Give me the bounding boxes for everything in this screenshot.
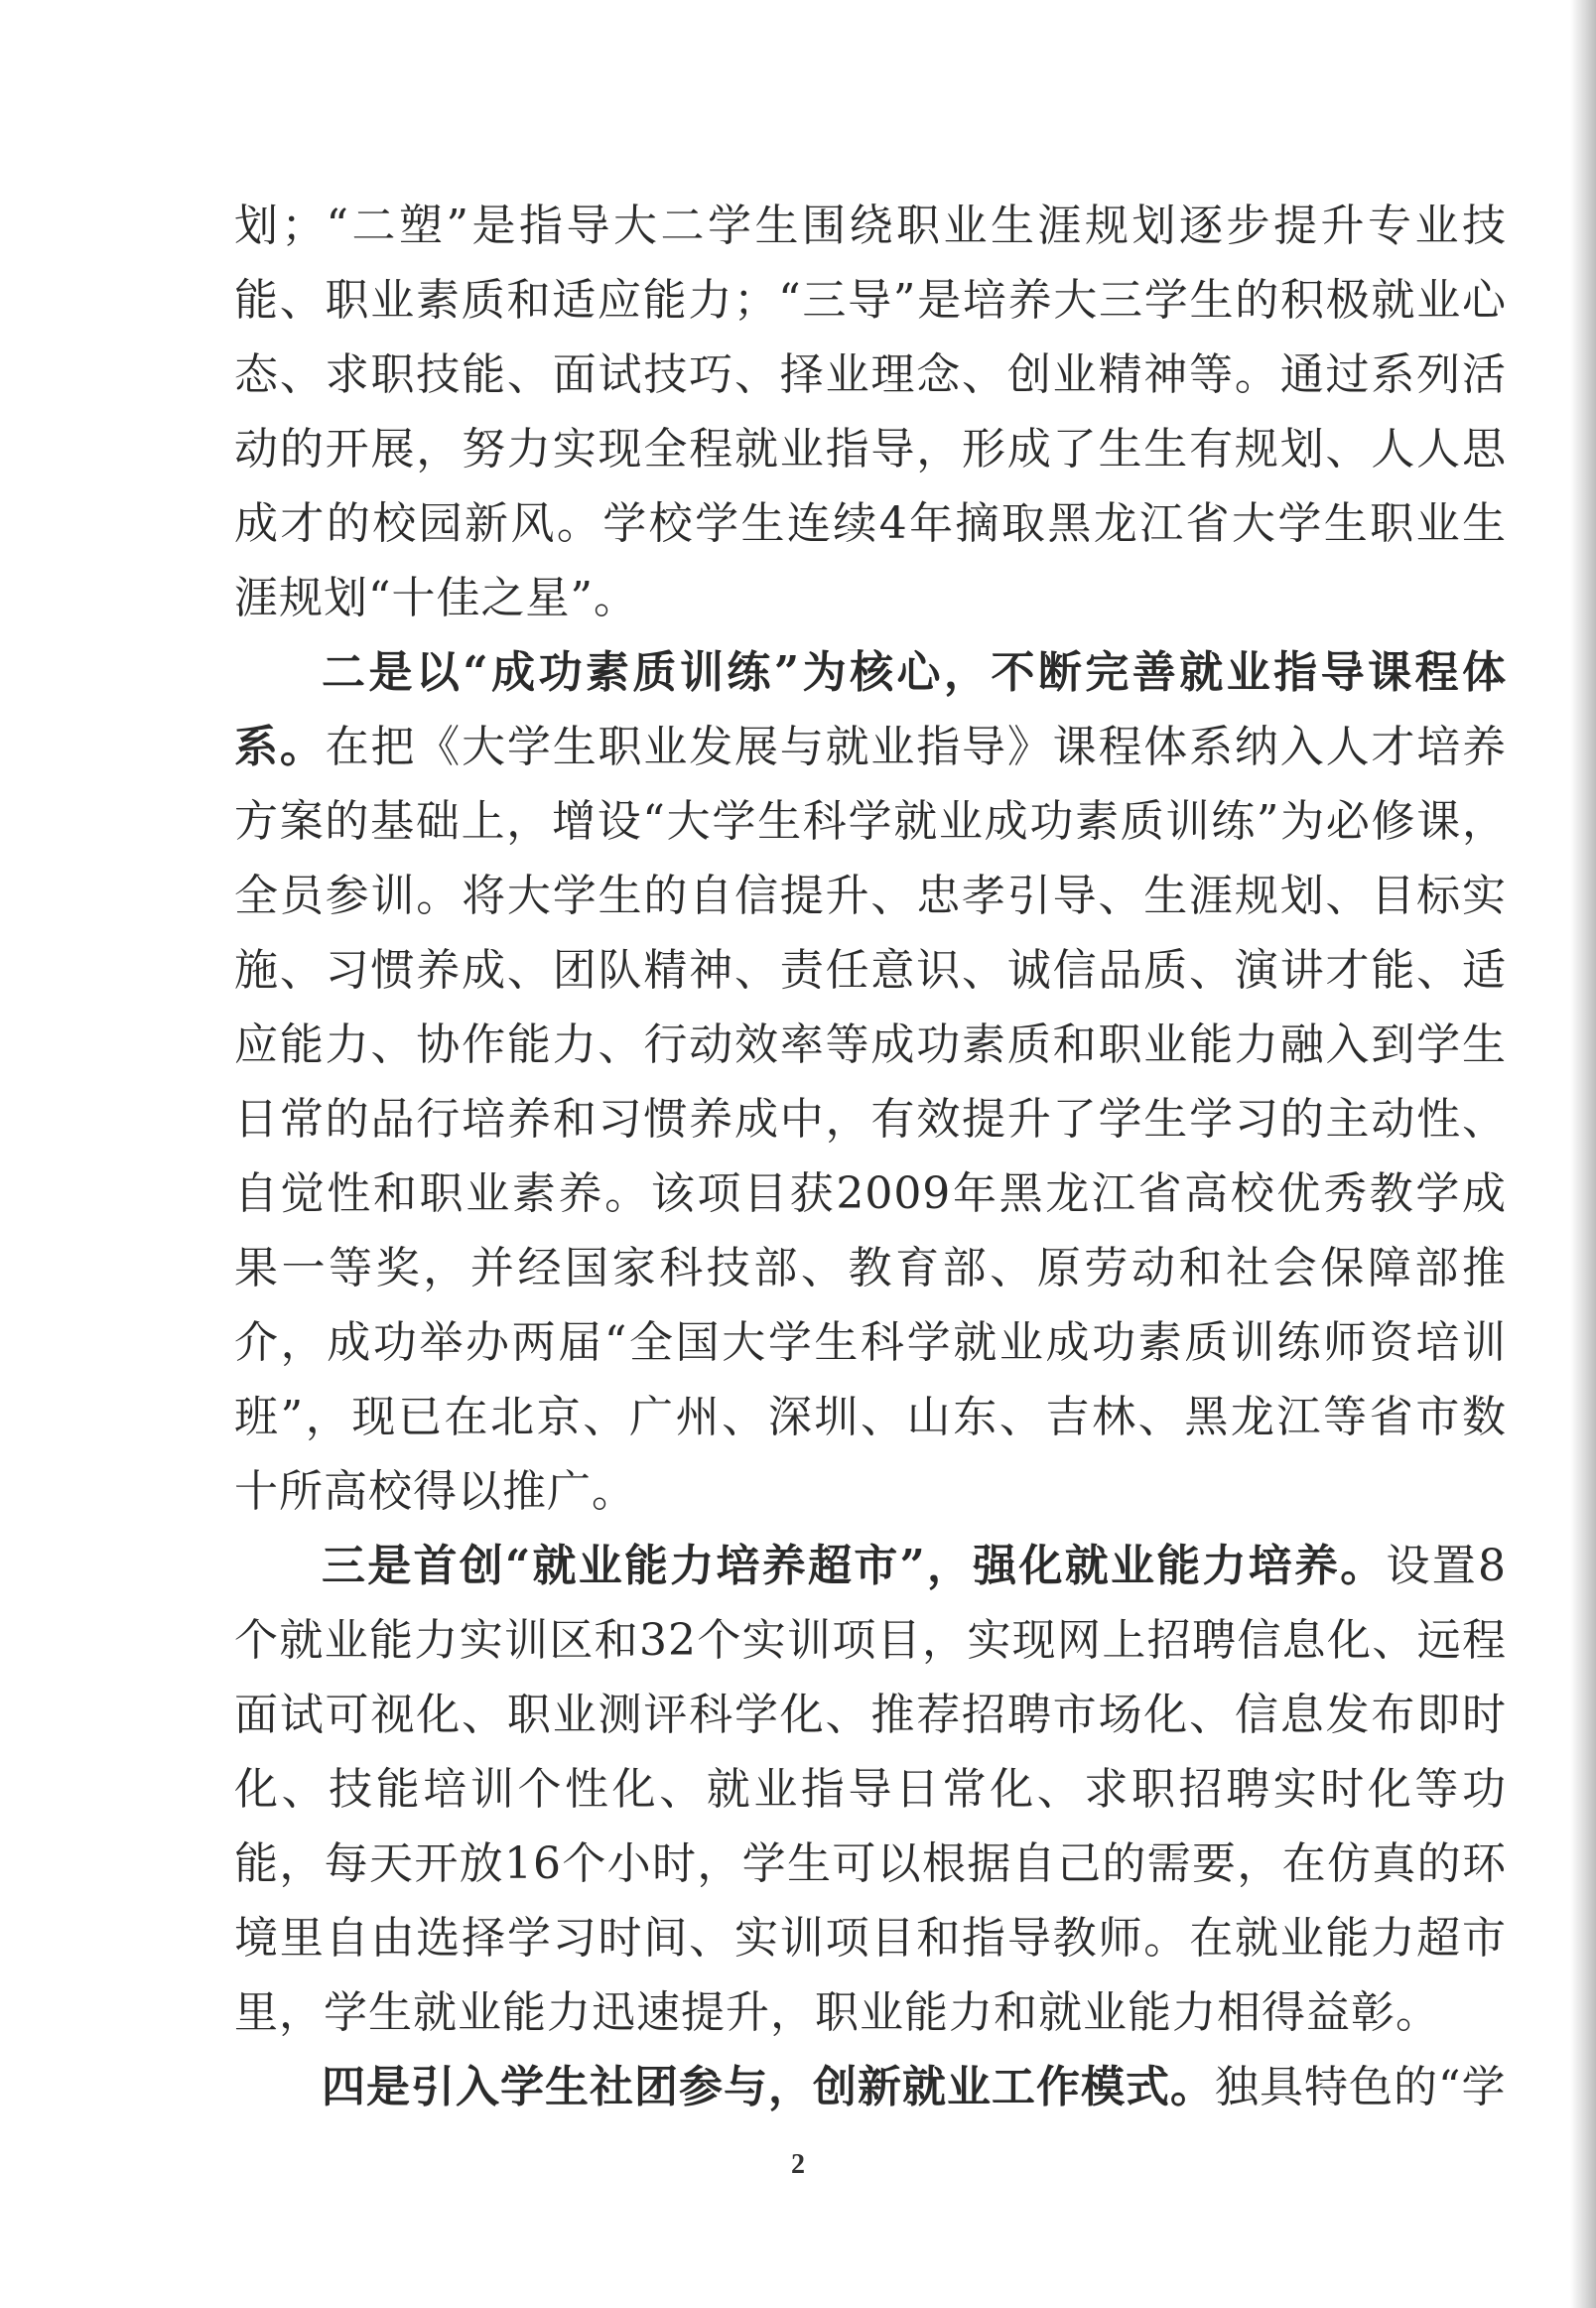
body-text bbox=[234, 189, 1507, 2124]
paragraph-4 bbox=[234, 2050, 1507, 2124]
paragraph-3-text: 设置8个就业能力实训区和32个实训项目，实现网上招聘信息化、远程面试可视化、职业测评科学化、推荐招聘市场化、信息发布即时化、技能培训个性化、就业指导日常化、求职招聘实时化等功能，每天开放16个小时，学生可以根据自己的需要，在仿真的环境里自由选择学习时间、实训项目和指导教师。在就业能力超市里，学生就业能力迅速提升，职业能力和就业能力相得益彰。 bbox=[234, 1541, 1507, 2038]
paragraph-2 bbox=[234, 635, 1507, 1529]
scan-shadow-edge bbox=[1570, 0, 1596, 2308]
paragraph-4-lead: 四是引入学生社团参与，创新就业工作模式。 bbox=[322, 2062, 1215, 2112]
paragraph-2-text: 在把《大学生职业发展与就业指导》课程体系纳入人才培养方案的基础上，增设“大学生科学就业成功素质训练”为必修课，全员参训。将大学生的自信提升、忠孝引导、生涯规划、目标实施、习惯养成、团队精神、责任意识、诚信品质、演讲才能、适应能力、协作能力、行动效率等成功素质和职业能力融入到学生日常的品行培养和习惯养成中，有效提升了学生学习的主动性、自觉性和职业素养。该项目获2009年黑龙江省高校优秀教学成果一等奖，并经国家科技部、教育部、原劳动和社会保障部推介，成功举办两届“全国大学生科学就业成功素质训练师资培训班”，现已在北京、广州、深圳、山东、吉林、黑龙江等省市数十所高校得以推广。 bbox=[234, 722, 1508, 1517]
paragraph-1 bbox=[234, 189, 1507, 635]
page-number: 2 bbox=[791, 2149, 805, 2180]
paragraph-3 bbox=[234, 1529, 1507, 2050]
paragraph-4-text: 独具特色的“学 bbox=[1215, 2062, 1507, 2112]
paragraph-3-lead: 三是首创“就业能力培养超市”，强化就业能力培养。 bbox=[322, 1541, 1387, 1591]
paragraph-2-lead: 二是以“成功素质训练”为核心，不断完善就业指导课程体系。 bbox=[234, 647, 1507, 772]
paragraph-1-text: 划；“二塑”是指导大二学生围绕职业生涯规划逐步提升专业技能、职业素质和适应能力；“三导”是培养大三学生的积极就业心态、求职技能、面试技巧、择业理念、创业精神等。通过系列活动的开展，努力实现全程就业指导，形成了生生有规划、人人思成才的校园新风。学校学生连续4年摘取黑龙江省大学生职业生涯规划“十佳之星”。 bbox=[234, 201, 1507, 623]
